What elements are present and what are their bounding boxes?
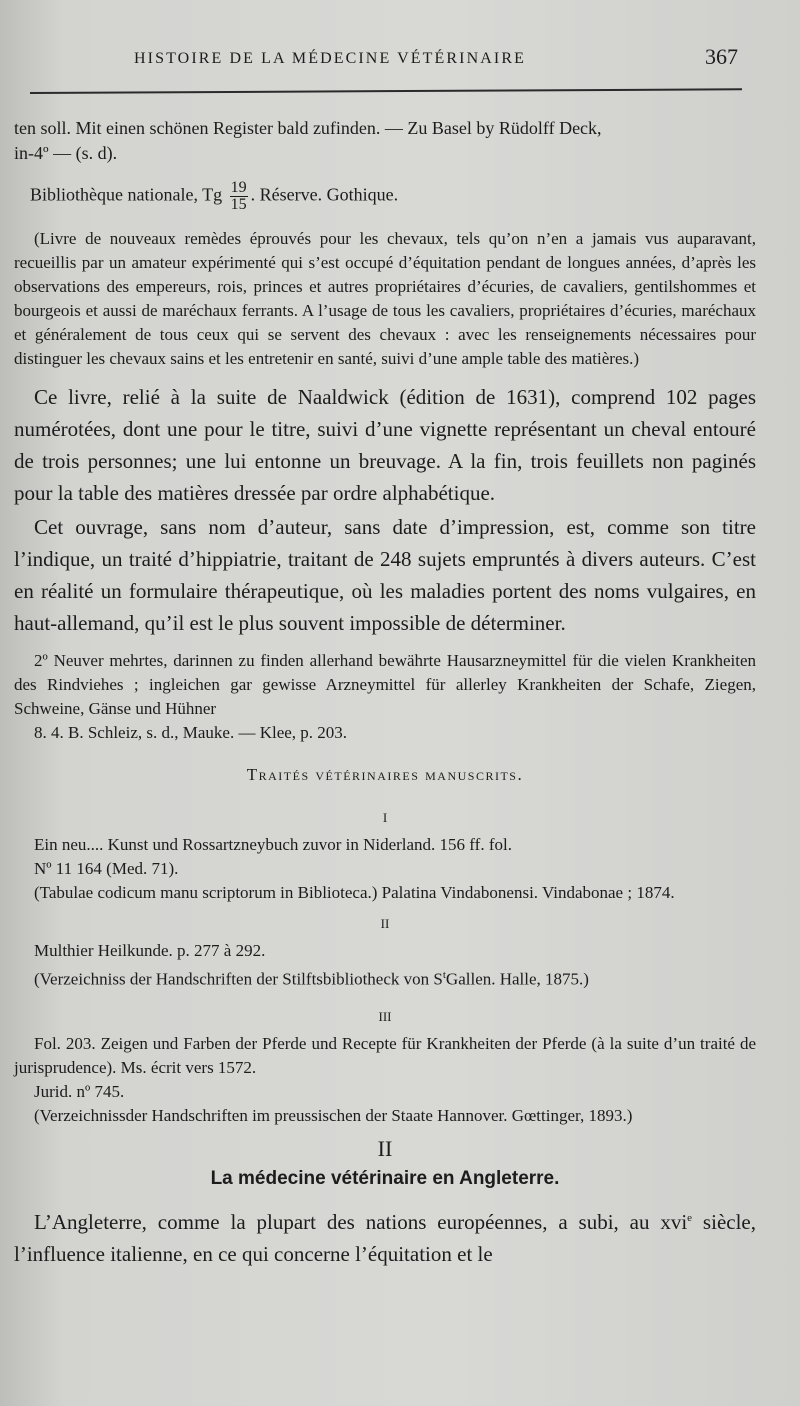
england-text: L’Angleterre, comme la plupart des nations européennes, a subi, au xvi xyxy=(34,1209,688,1234)
manuscript-2-catalog-text: (Verzeichniss der Handschriften der Stilftsbibliotheck von S xyxy=(34,969,443,989)
manuscript-3-title: Fol. 203. Zeigen und Farben der Pferde und Recepte für Krankheiten der Pferde (à la suite d’un traité de jurisprudence). Ms. écrit vers 1572. xyxy=(14,1033,756,1077)
manuscript-2-title: Multhier Heilkunde. p. 277 à 292. xyxy=(34,941,266,960)
section-title: Traités vétérinaires manuscrits. xyxy=(246,765,524,784)
manuscript-2-catalog-place: Gallen. Halle, 1875.) xyxy=(445,969,589,989)
manuscript-3-number: III xyxy=(378,1008,392,1024)
england-text-end: siècle, l’influence italienne, en ce qui concerne l’équitation et le xyxy=(14,1209,756,1266)
running-title: HISTOIRE DE LA MÉDECINE VÉTÉRINAIRE xyxy=(134,50,526,67)
library-reference xyxy=(30,180,756,213)
manuscript-1-shelfmark: Nº 11 164 (Med. 71). xyxy=(34,859,179,878)
shelfmark-denominator: 15 xyxy=(230,196,247,213)
shelfmark-fraction xyxy=(230,180,248,213)
england-century-sup: e xyxy=(687,1211,693,1224)
manuscript-2-catalog xyxy=(14,963,756,992)
item-2-reference: 8. 4. B. Schleiz, s. d., Mauke. — Klee, p. 203. xyxy=(34,723,348,742)
page-body xyxy=(14,116,756,1270)
manuscript-1-number: I xyxy=(382,810,388,825)
shelfmark-numerator: 19 xyxy=(230,179,247,196)
title-continuation xyxy=(14,116,756,166)
header-rule xyxy=(30,88,742,94)
library-name: Bibliothèque nationale, Tg xyxy=(30,184,223,205)
chapter-title: La médecine vétérinaire en Angleterre. xyxy=(210,1167,560,1189)
manuscript-1-title: Ein neu.... Kunst und Rossartzneybuch zuvor in Niderland. 156 ff. fol. xyxy=(34,835,512,854)
paragraph-analysis: Cet ouvrage, sans nom d’auteur, sans date d’impression, est, comme son titre l’indique, un traité d’hippiatrie, traitant de 248 sujets empruntés à divers auteurs. C’est en réalité un formulaire thérapeutique, où les maladies portent des noms vulgaires, en haut-allemand, qu’il est le plus souvent impossible de déterminer. xyxy=(14,515,756,635)
manuscript-3-shelfmark: Jurid. nº 745. xyxy=(34,1081,125,1101)
manuscript-1-catalog: (Tabulae codicum manu scriptorum in Biblioteca.) Palatina Vindabonensi. Vindabonae ; 1874. xyxy=(34,883,675,902)
title-line-1: ten soll. Mit einen schönen Register bald zufinden. — Zu Basel by Rüdolff Deck, xyxy=(14,118,602,138)
page-header xyxy=(0,44,800,74)
manuscript-2-catalog-sup: t xyxy=(442,969,446,981)
title-line-2: in-4º — (s. d). xyxy=(14,143,118,163)
item-2-title: 2º Neuver mehrtes, darinnen zu finden allerhand bewährte Hausarzneymittel für die vielen Krankheiten des Rindviehes ; ingleichen gar gewisse Arzneymittel für allerley Krankheiten der Schafe, Ziegen, Schweine, Gänse und Hühner xyxy=(14,651,756,718)
paragraph-england xyxy=(14,1202,756,1270)
part-number: II xyxy=(377,1135,393,1161)
manuscript-3-catalog: (Verzeichnissder Handschriften im preussischen der Staate Hannover. Gœttinger, 1893.) xyxy=(34,1105,633,1125)
paragraph-description: Ce livre, relié à la suite de Naaldwick (édition de 1631), comprend 102 pages numérotées, dont une pour le titre, suivi d’une vignette représentant un cheval entouré de trois personnes; une lui entonne un breuvage. A la fin, trois feuillets non paginés pour la table des matières dressée par ordre alphabétique. xyxy=(14,385,756,505)
page-number: 367 xyxy=(705,44,738,69)
translation-note: (Livre de nouveaux remèdes éprouvés pour les chevaux, tels qu’on n’en a jamais vus auparavant, recueillis par un amateur expérimenté qui s’est occupé d’équitation pendant de longues années, d’après les observations des empereurs, rois, princes et autres propriétaires d’écuries, de cavaliers, gentilshommes et bourgeois et aussi de maréchaux ferrants. A l’usage de tous les cavaliers, propriétaires d’écuries, maréchaux et généralement de tous ceux qui se servent des chevaux : avec les renseignements nécessaires pour distinguer les chevaux sains et les entretenir en santé, suivi d’une ample table des matières.) xyxy=(14,229,756,368)
manuscript-2-number: II xyxy=(380,916,390,931)
library-note: . Réserve. Gothique. xyxy=(250,184,399,205)
